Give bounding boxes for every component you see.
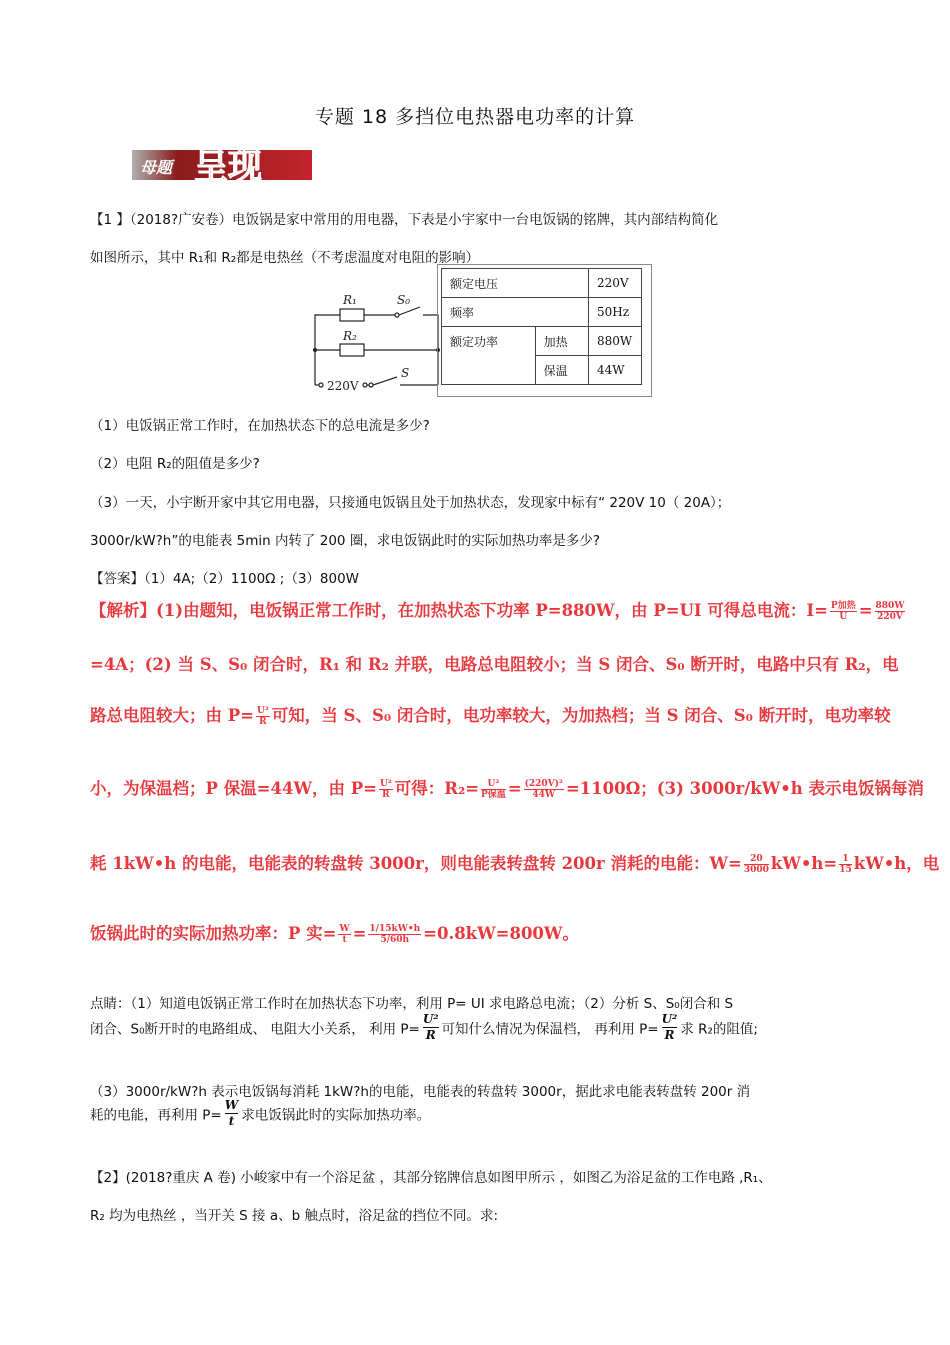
q1-line1: 【1 】（2018?广安卷）电饭锅是家中常用的用电器，下表是小宇家中一台电饭锅的铭牌，其内部结构简化 (90, 212, 719, 228)
q2-line1: 【2】(2018?重庆 A 卷) 小峻家中有一个浴足盆 ，其部分铭牌信息如图甲所示 ，如图乙为浴足盆的工作电路 ,R₁、 (90, 1170, 772, 1186)
spec-table (441, 268, 642, 385)
analysis-line2: =4A；(2) 当 S、S₀ 闭合时，R₁ 和 R₂ 并联，电路总电阻较小；当 S 闭合、S₀ 断开时，电路中只有 R₂，电 (90, 655, 899, 674)
table-cell: 额定功率 (442, 327, 536, 385)
r1-label: R₁ (343, 293, 357, 307)
q1-sub3a: （3）一天，小宇断开家中其它用电器，只接通电饭锅且处于加热状态，发现家中标有“ 220V 10（ 20A）； (90, 495, 731, 511)
tip-line3: （3）3000r/kW?h 表示电饭锅每消耗 1kW?h的电能，电能表的转盘转 3000r，据此求电能表转盘转 200r 消 (90, 1084, 751, 1100)
r2-label: R₂ (343, 329, 357, 343)
tip-line4: 耗的电能，再利用 P= $\frac{W}{t}$ 求电饭锅此时的实际加热功率。 (90, 1098, 431, 1128)
table-row (442, 298, 642, 327)
banner-small-text: 母题 (140, 158, 173, 177)
s0-label: S₀ (397, 293, 411, 307)
circuit-diagram (305, 285, 445, 397)
table-cell: 50Hz (589, 298, 642, 327)
s-switch (373, 377, 397, 385)
q1-line2: 如图所示，其中 R₁和 R₂都是电热丝（不考虑温度对电阻的影响） (90, 250, 480, 266)
table-cell: 频率 (442, 298, 589, 327)
q1-sub3b: 3000r/kW?h”的电能表 5min 内转了 200 圈，求电饭锅此时的实际加热功率是多少? (90, 533, 600, 549)
q2-line2: R₂ 均为电热丝 ，当开关 S 接 a、b 触点时，浴足盆的挡位不同。求: (90, 1208, 498, 1224)
page-title: 专题 18 多挡位电热器电功率的计算 (314, 106, 636, 128)
analysis-line6: 饭锅此时的实际加热功率：P 实= $\frac{W}{t}$ = $\frac{1/15kW•h}{5/60h}$ =0.8kW=800W。 (90, 924, 579, 945)
voltage-label: 220V (327, 379, 359, 393)
s0-switch (399, 307, 420, 315)
tip-line1: 点睛：（1）知道电饭锅正常工作时在加热状态下功率，利用 P= UI 求电路总电流；（2）分析 S、S₀闭合和 S (90, 996, 734, 1012)
table-cell: 保温 (535, 356, 588, 385)
analysis-line4: 小，为保温档；P 保温=44W，由 P= $\frac{\text{U²}}{R}$ 可得：R₂= $\frac{\text{U²}}{\text{P保温}}$ = $\frac{\text{(220V)²}}{44W}$ =1100Ω；(3) 3000r/kW•h 表示电饭锅每消 (90, 779, 925, 800)
s-label: S (401, 366, 410, 380)
analysis-line1: 【解析】(1)由题知，电饭锅正常工作时，在加热状态下功率 P=880W，由 P=UI 可得总电流：I= $\frac{\text{P加热}}{U}$ = $\frac{880W}{220V}$ (90, 601, 905, 622)
q1-sub2: （2）电阻 R₂的阻值是多少? (90, 456, 260, 472)
table-cell: 加热 (535, 327, 588, 356)
section-banner (132, 138, 312, 184)
r1-resistor (340, 309, 364, 321)
analysis-line3: 路总电阻较大；由 P= $\frac{\text{U²}}{R}$ 可知，当 S、S₀ 闭合时，电功率较大，为加热档；当 S 闭合、S₀ 断开时，电功率较 (90, 706, 891, 727)
table-cell: 44W (589, 356, 642, 385)
r2-resistor (340, 344, 364, 356)
table-row (442, 327, 642, 356)
banner-big-text: 呈现 (194, 147, 262, 184)
table-cell: 额定电压 (442, 269, 589, 298)
table-row (442, 269, 642, 298)
q1-sub1: （1）电饭锅正常工作时，在加热状态下的总电流是多少? (90, 418, 430, 434)
table-cell: 220V (589, 269, 642, 298)
q1-answer: 【答案】（1）4A;（2）1100Ω ;（3）800W (90, 571, 360, 587)
table-cell: 880W (589, 327, 642, 356)
analysis-line5: 耗 1kW•h 的电能，电能表的转盘转 3000r，则电能表转盘转 200r 消耗的电能：W= $\frac{20}{3000}$ kW•h= $\frac{1}{15}$ kW•h，电 (90, 854, 940, 875)
tip-line2: 闭合、S₀断开时的电路组成、 电阻大小关系， 利用 P= $\frac{\text{U²}}{R}$ 可知什么情况为保温档， 再利用 P= $\frac{\text{U²}}{R}$ 求 R₂的阻值; (90, 1012, 758, 1042)
